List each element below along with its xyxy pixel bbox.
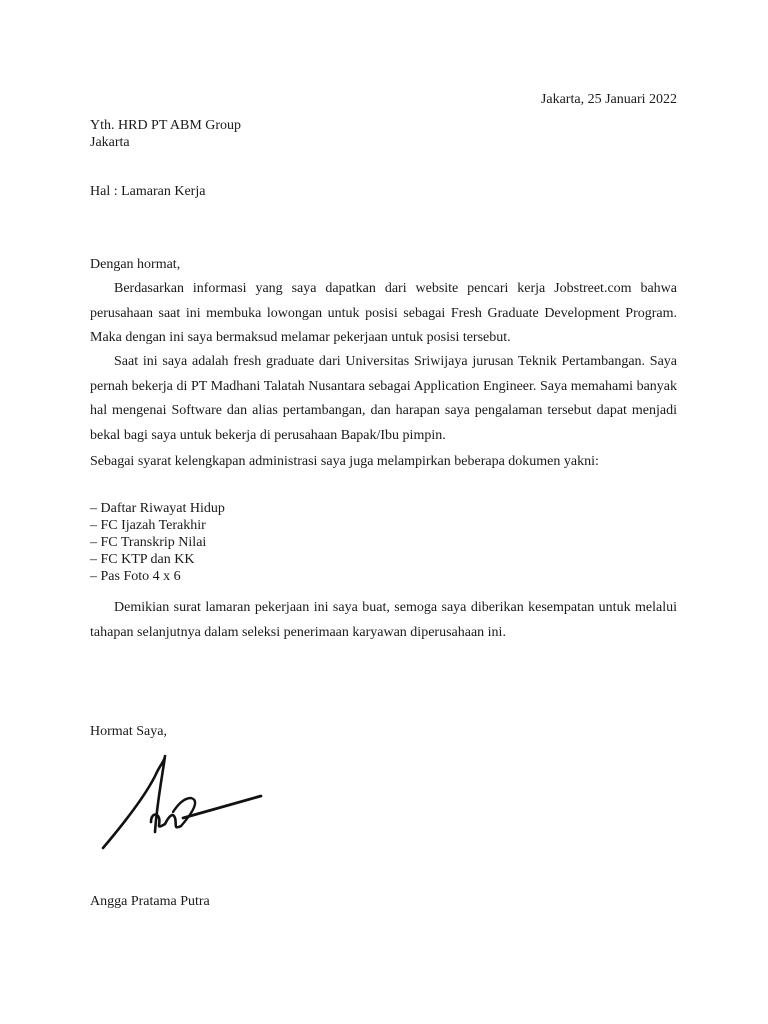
greeting: Dengan hormat,: [90, 257, 181, 272]
attachments-list: [90, 500, 225, 585]
sign-off: Hormat Saya,: [90, 724, 167, 739]
list-item: – Pas Foto 4 x 6: [90, 569, 181, 584]
recipient-line-1: Yth. HRD PT ABM Group: [90, 118, 242, 133]
closing-paragraph: Demikian surat lamaran pekerjaan ini saya buat, semoga saya diberikan kesempatan untuk melalui tahapan selanjutnya dalam seleksi penerimaan karyawan diperusahaan ini.: [90, 600, 677, 640]
paragraph-background: Saat ini saya adalah fresh graduate dari Universitas Sriwijaya jurusan Teknik Pertambangan. Saya pernah bekerja di PT Madhani Talatah Nusantara sebagai Application Engineer. Saya memahami banyak hal mengenai Software dan alias pertambangan, dan harapan saya pengalaman tersebut dapat menjadi bekal bagi saya untuk bekerja di perusahaan Bapak/Ibu pimpin.: [90, 354, 677, 443]
list-item: – FC KTP dan KK: [90, 552, 195, 567]
recipient-line-2: Jakarta: [90, 135, 130, 150]
list-item: – Daftar Riwayat Hidup: [90, 501, 225, 516]
attachments-intro: Sebagai syarat kelengkapan administrasi saya juga melampirkan beberapa dokumen yakni:: [90, 454, 599, 469]
signer-name: Angga Pratama Putra: [90, 894, 210, 909]
letter-subject: Hal : Lamaran Kerja: [90, 184, 206, 199]
list-item: – FC Transkrip Nilai: [90, 535, 207, 550]
letter-date: Jakarta, 25 Januari 2022: [540, 92, 677, 107]
paragraph-intro: Berdasarkan informasi yang saya dapatkan dari website pencari kerja Jobstreet.com bahwa perusahaan saat ini membuka lowongan untuk posisi sebagai Fresh Graduate Development Program. Maka dengan ini saya bermaksud melamar pekerjaan untuk posisi tersebut.: [90, 281, 677, 345]
list-item: – FC Ijazah Terakhir: [90, 518, 206, 533]
handwritten-signature: [95, 752, 270, 852]
